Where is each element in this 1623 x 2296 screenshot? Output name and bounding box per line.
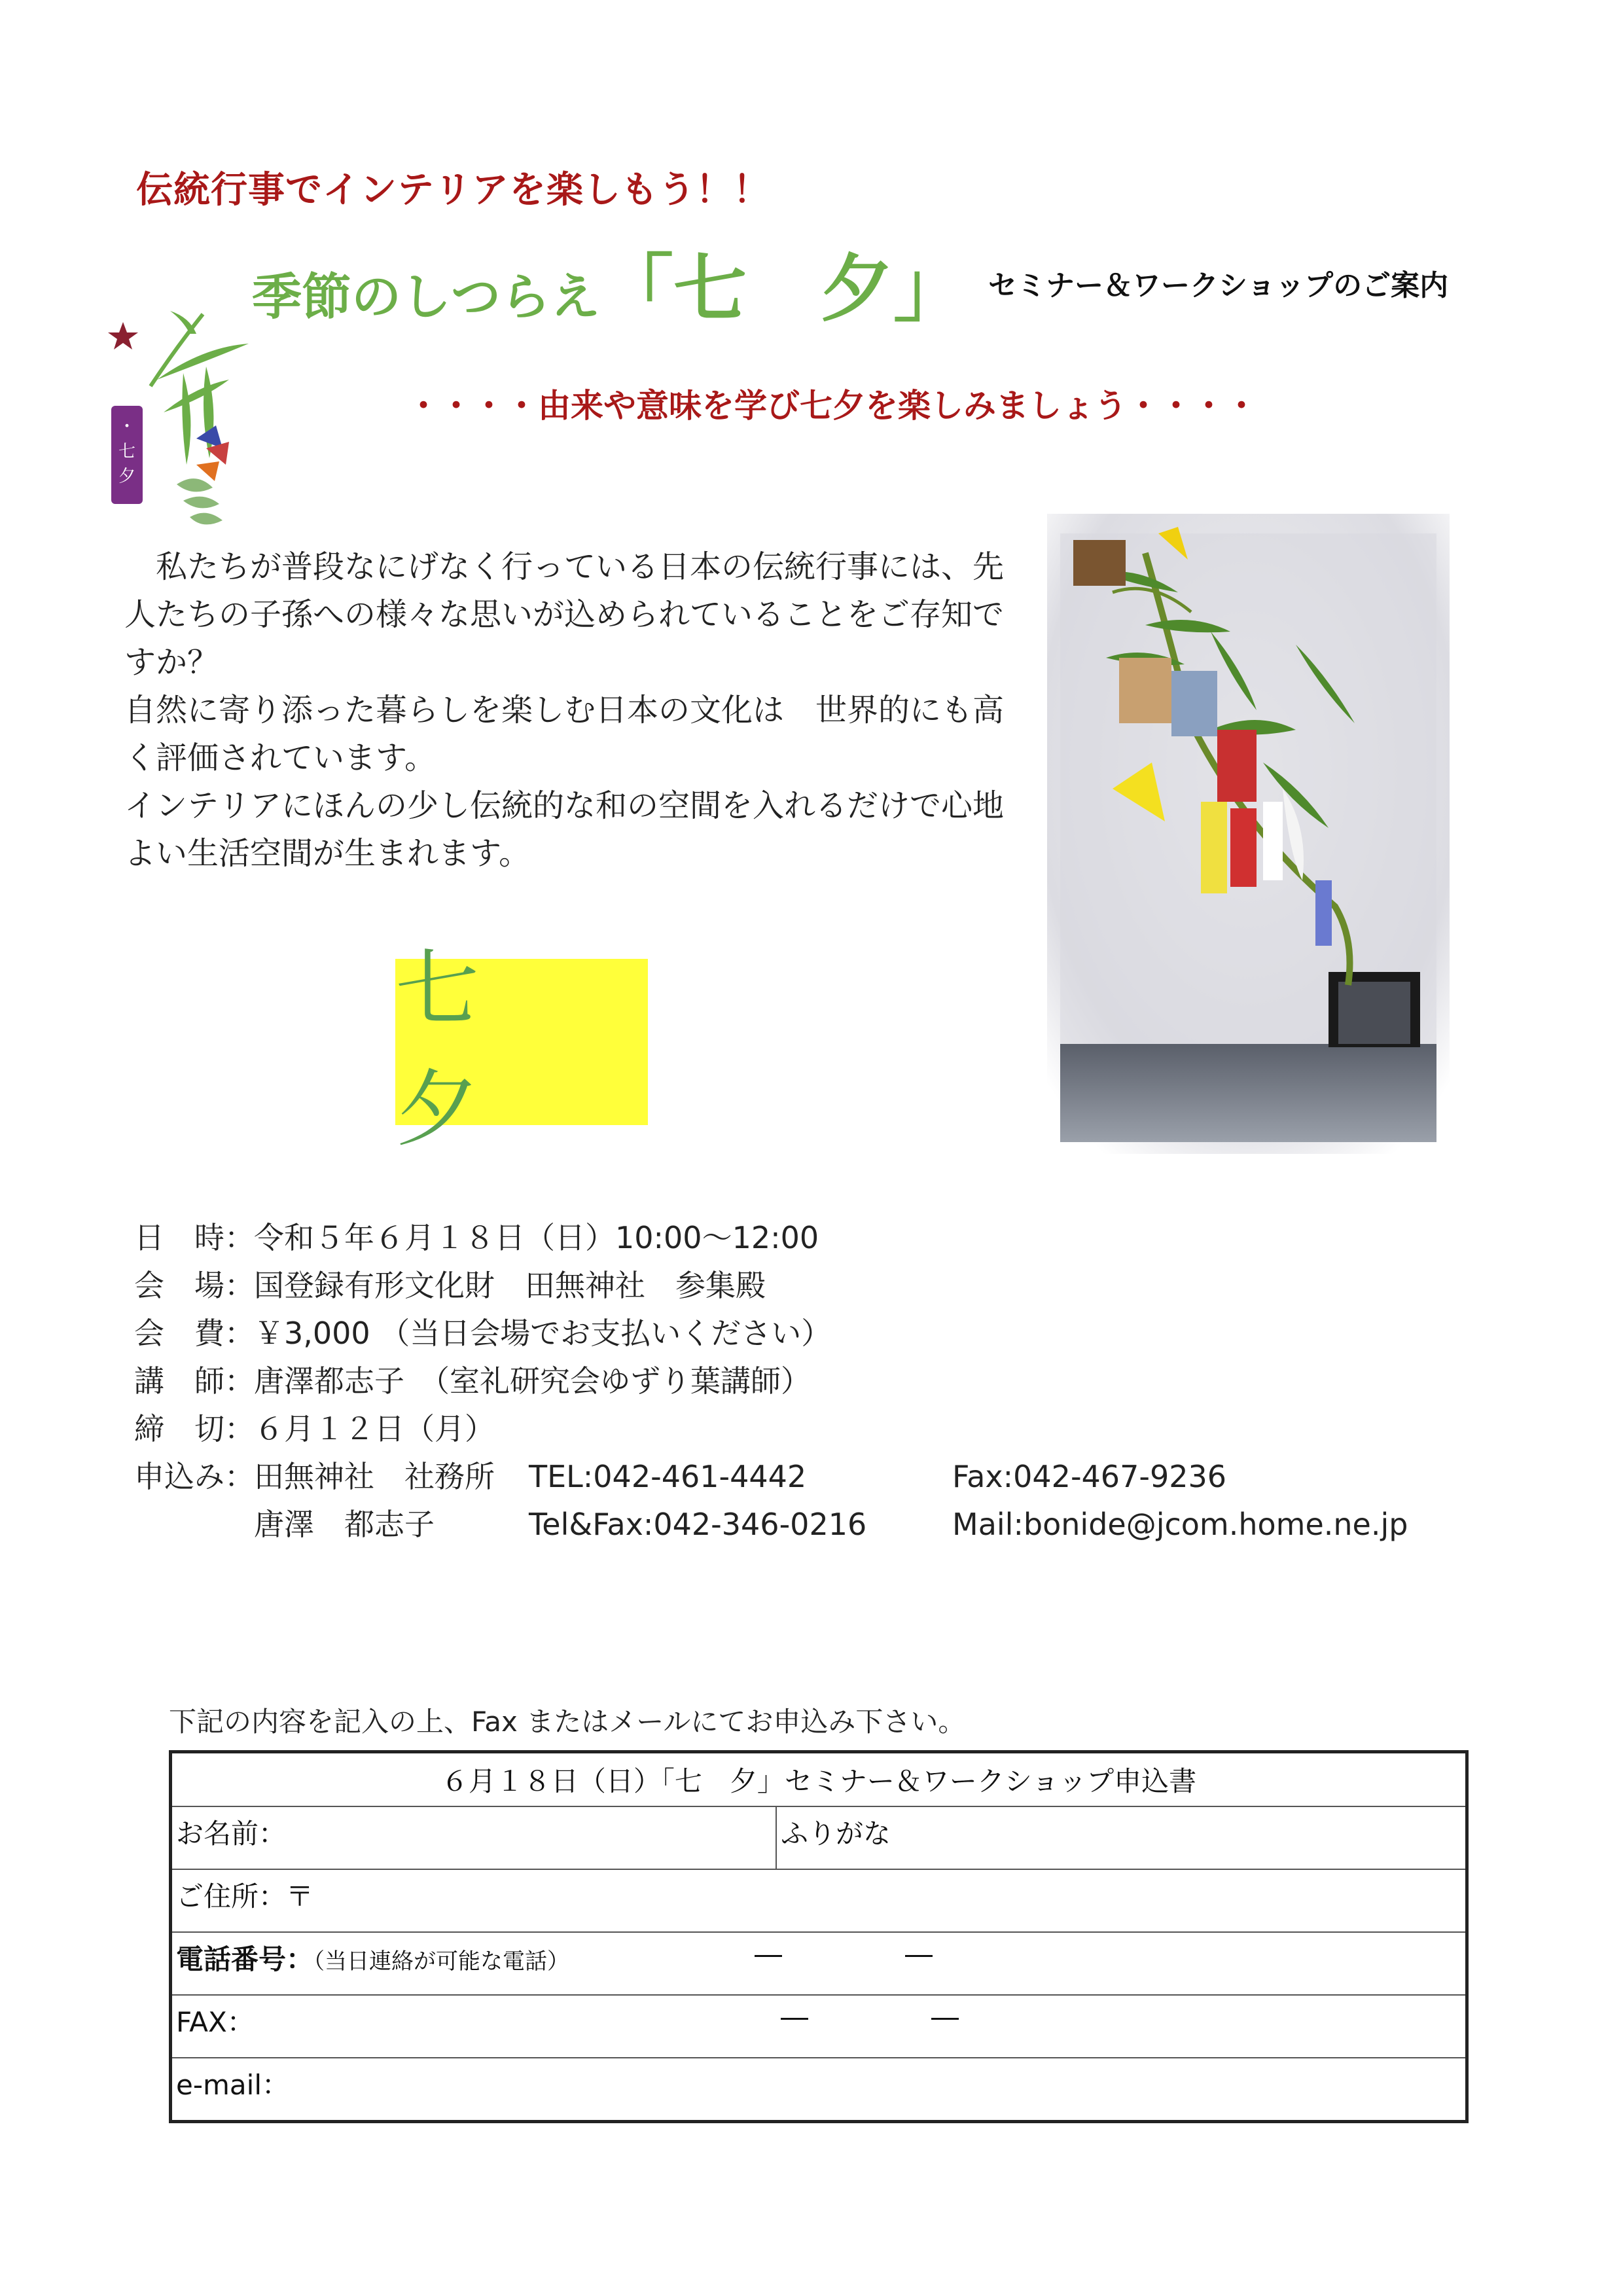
intro-line: 私たちが普段なにげなく行っている日本の伝統行事には、先: [124, 548, 1005, 585]
date-value: 令和５年６月１８日（日）10:00～12:00: [254, 1220, 819, 1255]
deadline-label: 締 切：: [134, 1411, 255, 1446]
email-label: e-mail：: [176, 2069, 289, 2101]
dots-tagline: ・・・・由来や意味を学び七夕を楽しみましょう・・・・: [407, 386, 1258, 425]
phone-note: （当日連絡が可能な電話）: [313, 1948, 570, 1975]
intro-line: 自然に寄り添った暮らしを楽しむ日本の文化は 世界的にも高: [124, 692, 1005, 728]
contact2-mail[interactable]: Mail:bonide@jcom.home.ne.jp: [952, 1507, 1408, 1542]
address-field[interactable]: [172, 1870, 1465, 1931]
date-label: 日 時：: [134, 1220, 255, 1255]
fax-label: FAX：: [176, 2006, 255, 2038]
event-details: [134, 1214, 1408, 1549]
apply-label: 申込み：: [134, 1459, 255, 1494]
name-field[interactable]: [172, 1807, 777, 1869]
form-phone-row: [172, 1931, 1465, 1994]
intro-line: インテリアにほんの少し伝統的な和の空間を入れるだけで心地: [124, 787, 1005, 824]
bamboo-logo: [98, 308, 288, 543]
name-label: お名前：: [176, 1818, 287, 1850]
form-title-row: [172, 1753, 1465, 1806]
form-instruction: 下記の内容を記入の上、Fax またはメールにてお申込み下さい。: [169, 1706, 966, 1738]
application-form: [169, 1750, 1469, 2123]
form-email-row: [172, 2057, 1465, 2120]
fax-dash: ―: [781, 2001, 808, 2033]
top-tagline: 伝統行事でインテリアを楽しもう！！: [136, 168, 770, 211]
star-icon: [108, 322, 138, 350]
venue-value: 国登録有形文化財 田無神社 参集殿: [254, 1268, 766, 1303]
contact1-fax: Fax:042-467-9236: [952, 1459, 1227, 1494]
title-main: 「七 夕」: [600, 246, 967, 332]
fee-value: ￥3,000 （当日会場でお支払いください）: [254, 1316, 832, 1351]
intro-line: く評価されています。: [124, 740, 437, 776]
main-title: [252, 230, 967, 336]
tanabata-badge: [395, 941, 648, 1158]
teacher-value: 唐澤都志子 （室礼研究会ゆずり葉講師）: [254, 1363, 811, 1399]
venue-label: 会 場：: [134, 1268, 255, 1303]
phone-dash: ―: [755, 1938, 782, 1970]
fax-dash: ―: [931, 2001, 959, 2033]
form-address-row: [172, 1869, 1465, 1931]
tanzaku-text: ・七夕: [118, 417, 136, 486]
seminar-subtitle: セミナー＆ワークショップのご案内: [988, 269, 1449, 302]
form-title: ６月１８日（日）「七 夕」セミナー＆ワークショップ申込書: [440, 1765, 1197, 1797]
deadline-value: ６月１２日（月）: [254, 1411, 495, 1446]
form-fax-row: [172, 1994, 1465, 2057]
tanabata-photo: [1047, 514, 1450, 1154]
title-prefix: 季節のしつらえ: [252, 268, 600, 326]
phone-label: 電話番号：: [176, 1943, 314, 1975]
phone-dash: ―: [905, 1938, 933, 1970]
intro-line: すか？: [124, 644, 219, 681]
fee-label: 会 費：: [134, 1316, 255, 1351]
contact1-name: 田無神社 社務所: [254, 1459, 495, 1494]
intro-line: よい生活空間が生まれます。: [124, 835, 531, 872]
phone-field[interactable]: [172, 1933, 1465, 1994]
furigana-field[interactable]: [777, 1807, 895, 1869]
teacher-label: 講 師：: [134, 1363, 255, 1399]
contact2-name: 唐澤 都志子: [254, 1507, 435, 1542]
email-field[interactable]: [172, 2058, 1465, 2120]
fax-field[interactable]: [172, 1996, 1465, 2057]
intro-line: 人たちの子孫への様々な思いが込められていることをご存知で: [124, 596, 1005, 633]
form-name-row: [172, 1806, 1465, 1869]
intro-text: [124, 543, 1027, 878]
furigana-label: ふりがな: [781, 1818, 891, 1850]
contact2-tel: Tel&Fax:042-346-0216: [529, 1507, 867, 1542]
address-label: ご住所：〒: [176, 1880, 314, 1912]
contact1-tel: TEL:042-461-4442: [529, 1459, 807, 1494]
badge-text: 七 夕: [395, 941, 506, 1158]
